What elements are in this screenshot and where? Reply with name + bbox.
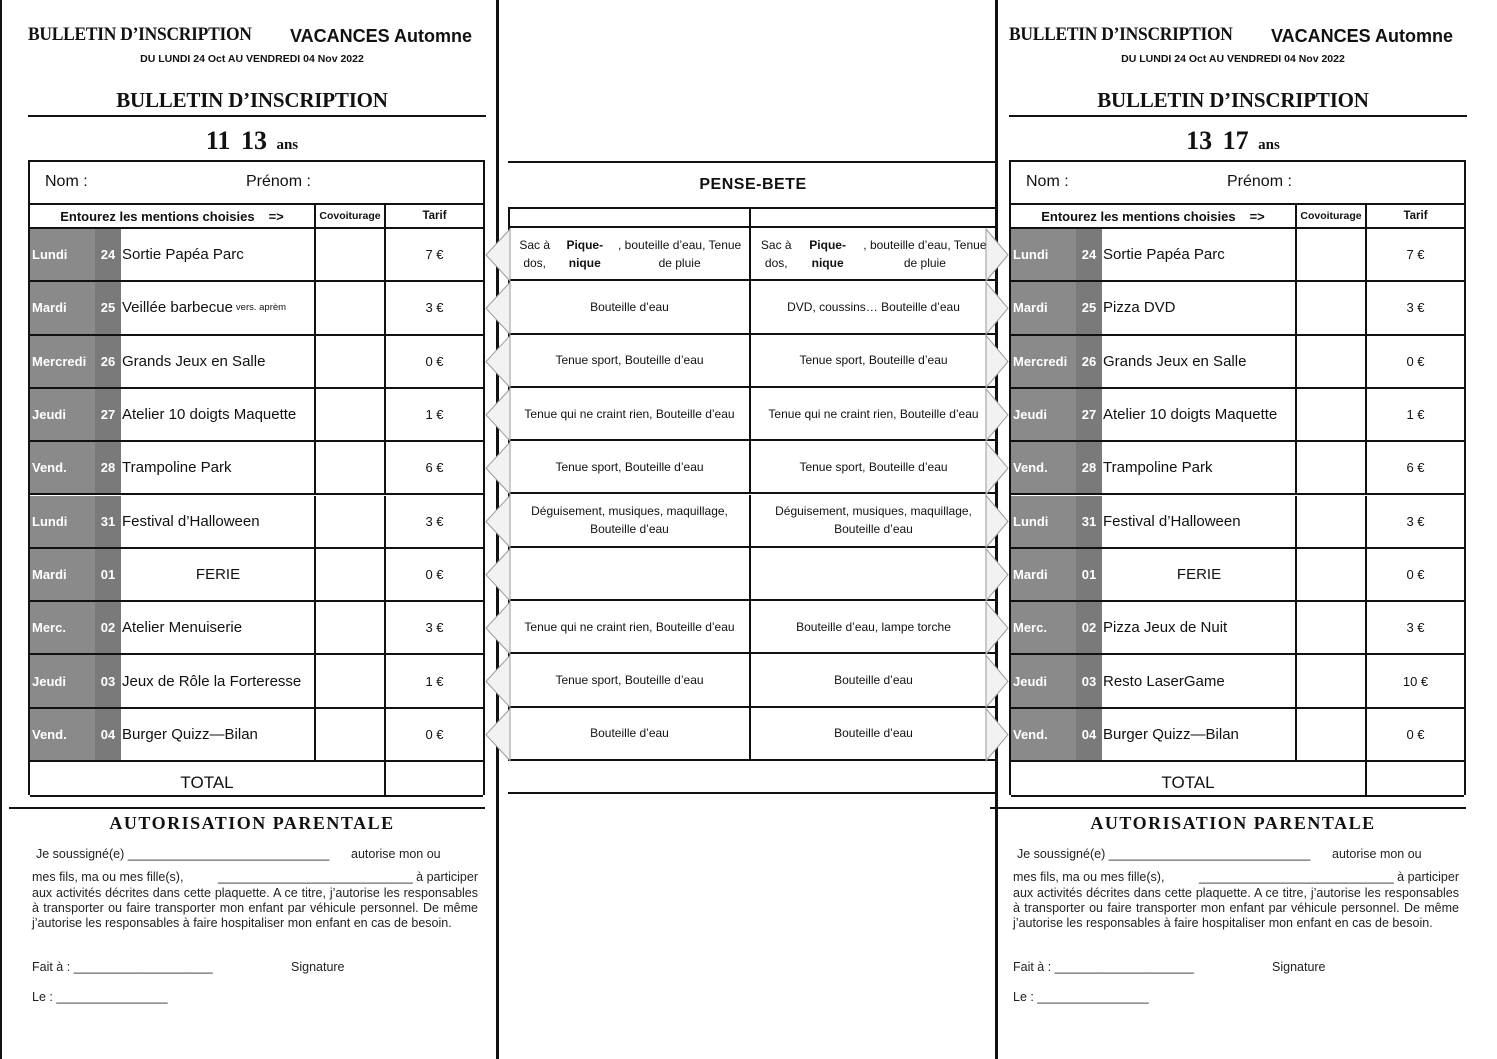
covoiturage-cell[interactable] [1295, 282, 1365, 333]
day-number: 03 [1076, 655, 1102, 706]
tarif-cell: 3 € [384, 496, 483, 547]
day-number: 26 [95, 336, 121, 387]
pense-item-right: Déguisement, musiques, maquillage, Bouteille d’eau [749, 495, 996, 546]
activity-row[interactable] [1011, 229, 1464, 282]
activity-row[interactable] [1011, 496, 1464, 549]
bulletin-title: BULLETIN D’INSCRIPTION [1097, 88, 1369, 112]
age-max: 17 [1222, 126, 1249, 155]
covoiturage-cell[interactable] [314, 496, 384, 547]
activity-row[interactable] [1011, 709, 1464, 762]
day-number: 28 [95, 442, 121, 493]
activity-name[interactable] [1102, 549, 1295, 600]
activity-label: Trampoline Park [1103, 459, 1213, 477]
activity-name[interactable] [1102, 655, 1295, 706]
activity-row[interactable] [30, 655, 483, 708]
activity-name[interactable] [121, 549, 314, 600]
tarif-cell: 3 € [1365, 602, 1464, 653]
entourez-text: Entourez les mentions choisies [1041, 208, 1236, 224]
activity-row[interactable] [30, 549, 483, 602]
activity-name[interactable] [121, 709, 314, 760]
auth-line-1 [1017, 847, 1467, 862]
auth-top-line [990, 807, 1466, 809]
pense-item-right: Bouteille d’eau, lampe torche [749, 601, 996, 652]
vacances-label: VACANCES Automne [290, 26, 473, 46]
day-number: 27 [95, 389, 121, 440]
day-number: 25 [1076, 282, 1102, 333]
activity-row[interactable] [1011, 282, 1464, 335]
covoiturage-cell[interactable] [314, 549, 384, 600]
bulletin-header: BULLETIN D’INSCRIPTION [1009, 24, 1233, 45]
covoiturage-cell[interactable] [314, 442, 384, 493]
activity-name[interactable] [1102, 496, 1295, 547]
day-label: Mercredi [30, 336, 95, 387]
activity-name[interactable] [121, 389, 314, 440]
covoiturage-cell[interactable] [1295, 336, 1365, 387]
inscription-table [1009, 160, 1466, 795]
autorise-text: autorise mon ou [1332, 847, 1422, 861]
activity-label: Burger Quizz—Bilan [122, 725, 258, 743]
day-number: 24 [95, 229, 121, 280]
day-number: 02 [95, 602, 121, 653]
covoiturage-cell[interactable] [1295, 709, 1365, 760]
name-row [30, 162, 483, 205]
pense-header-row [510, 209, 996, 228]
activity-row[interactable] [1011, 442, 1464, 495]
auth-top-line [9, 807, 485, 809]
tarif-cell: 3 € [1365, 282, 1464, 333]
pense-row [510, 495, 996, 548]
activity-row[interactable] [1011, 336, 1464, 389]
covoiturage-cell[interactable] [314, 336, 384, 387]
pense-item-right [749, 548, 996, 599]
pense-bete [508, 0, 998, 1059]
entourez-label [30, 205, 314, 227]
activity-row[interactable] [1011, 389, 1464, 442]
pense-item-left: Bouteille d’eau [590, 726, 669, 741]
total-label: TOTAL [1161, 772, 1215, 792]
activity-row[interactable] [1011, 602, 1464, 655]
entourez-arrow: => [268, 208, 284, 224]
pense-item-left [510, 548, 749, 599]
total-row [1011, 762, 1464, 797]
covoiturage-header: Covoiturage [314, 205, 384, 227]
pense-row [510, 281, 996, 334]
activity-name[interactable] [121, 496, 314, 547]
activity-label: Sortie Papéa Parc [1103, 246, 1225, 264]
pense-item-left: Tenue qui ne craint rien, Bouteille d’eau [524, 619, 735, 634]
entourez-text: Entourez les mentions choisies [60, 208, 255, 224]
pense-row [510, 441, 996, 494]
activity-label: Sortie Papéa Parc [122, 246, 244, 264]
soussigne-field[interactable]: Je soussigné(e) _____________________________ [36, 847, 330, 861]
day-number: 28 [1076, 442, 1102, 493]
autorise-text: autorise mon ou [351, 847, 441, 861]
activity-label: Trampoline Park [122, 459, 232, 477]
covoiturage-cell[interactable] [1295, 229, 1365, 280]
activity-label: Grands Jeux en Salle [122, 352, 266, 370]
activity-label: Pizza DVD [1103, 299, 1176, 317]
pense-item-right: Tenue sport, Bouteille d’eau [749, 441, 996, 492]
day-label: Mardi [30, 282, 95, 333]
activity-name[interactable] [121, 282, 314, 333]
total-row [30, 762, 483, 797]
age-min: 11 [205, 126, 231, 155]
activity-row[interactable] [1011, 655, 1464, 708]
total-value[interactable] [384, 762, 483, 795]
pense-item-right: DVD, coussins… Bouteille d’eau [749, 281, 996, 332]
pense-col-left [510, 209, 749, 226]
day-number: 25 [95, 282, 121, 333]
day-number: 24 [1076, 229, 1102, 280]
pense-item-left: Bouteille d’eau [590, 299, 669, 314]
soussigne-field[interactable]: Je soussigné(e) _____________________________ [1017, 847, 1311, 861]
signature-label: Signature [291, 960, 345, 974]
age-min: 13 [1186, 126, 1213, 155]
activity-name[interactable] [1102, 229, 1295, 280]
activity-label: Atelier 10 doigts Maquette [1103, 406, 1278, 424]
tarif-cell: 1 € [1365, 389, 1464, 440]
divider-center-left [496, 0, 499, 1059]
covoiturage-cell[interactable] [314, 602, 384, 653]
tarif-cell: 3 € [384, 282, 483, 333]
activity-label: Jeux de Rôle la Forteresse [122, 672, 302, 690]
covoiturage-cell[interactable] [1295, 655, 1365, 706]
day-number: 31 [1076, 496, 1102, 547]
age-unit: ans [276, 137, 299, 153]
pense-item-right: Bouteille d’eau [749, 654, 996, 705]
covoiturage-header: Covoiturage [1295, 205, 1365, 227]
covoiturage-cell[interactable] [1295, 389, 1365, 440]
activity-name[interactable] [1102, 442, 1295, 493]
table-header [1011, 205, 1464, 229]
day-number: 03 [95, 655, 121, 706]
day-label: Lundi [30, 496, 95, 547]
tarif-cell: 6 € [384, 442, 483, 493]
prenom-field[interactable]: Prénom : [1227, 173, 1292, 190]
pense-item-right: Tenue sport, Bouteille d’eau [749, 335, 996, 386]
activity-label: FERIE [1176, 565, 1222, 583]
pense-row [510, 335, 996, 388]
covoiturage-cell[interactable] [1295, 602, 1365, 653]
inscription-table [28, 160, 485, 795]
tarif-cell: 3 € [384, 602, 483, 653]
activity-label: FERIE [195, 565, 241, 583]
covoiturage-cell[interactable] [1295, 442, 1365, 493]
signature-label: Signature [1272, 960, 1326, 974]
pense-row [510, 388, 996, 441]
activity-row[interactable] [30, 496, 483, 549]
enfants-text: mes fils, ma ou mes fille(s), [1013, 870, 1165, 884]
tarif-header: Tarif [1365, 205, 1464, 227]
age-range [990, 126, 1476, 156]
covoiturage-cell[interactable] [314, 282, 384, 333]
age-unit: ans [1258, 137, 1280, 153]
dates-label: DU LUNDI 24 Oct AU VENDREDI 04 Nov 2022 [1121, 53, 1345, 65]
auth-paragraph: aux activités décrites dans cette plaquette. A ce titre, j’autorise les responsables à transporter ou faire transporter mon enfant par véhicule personnel. De même j’autorise les responsables à faire hospitaliser mon enfant en cas de besoin. [32, 886, 478, 930]
pense-item-left: Tenue sport, Bouteille d’eau [555, 353, 704, 368]
covoiturage-cell[interactable] [1295, 549, 1365, 600]
activity-row[interactable] [30, 389, 483, 442]
day-number: 04 [95, 709, 121, 760]
day-number: 04 [1076, 709, 1102, 760]
day-label: Lundi [1011, 496, 1076, 547]
day-label: Jeudi [30, 655, 95, 706]
day-number: 02 [1076, 602, 1102, 653]
activity-row[interactable] [1011, 549, 1464, 602]
covoiturage-cell[interactable] [314, 229, 384, 280]
day-label: Lundi [1011, 229, 1076, 280]
activity-name[interactable] [1102, 336, 1295, 387]
activity-label: Festival d’Halloween [1103, 512, 1241, 530]
pense-item-left: Tenue sport, Bouteille d’eau [555, 459, 704, 474]
auth-line-2 [1013, 870, 1459, 885]
name-row [1011, 162, 1464, 205]
activity-name[interactable] [121, 336, 314, 387]
participer-text: à participer [416, 870, 478, 884]
pense-row [510, 708, 996, 761]
day-label: Vend. [1011, 442, 1076, 493]
pense-top-line [508, 161, 998, 163]
tarif-cell: 0 € [384, 709, 483, 760]
activity-name[interactable] [1102, 389, 1295, 440]
day-number: 01 [95, 549, 121, 600]
activity-name[interactable] [1102, 282, 1295, 333]
pense-row [510, 548, 996, 601]
pense-row [510, 654, 996, 707]
age-range [9, 126, 495, 156]
tarif-cell: 3 € [1365, 496, 1464, 547]
autorisation-title: AUTORISATION PARENTALE [1090, 813, 1376, 833]
inscription-panel-11-13 [9, 0, 495, 1059]
enfant-name-field[interactable]: ____________________________ [218, 870, 413, 884]
day-label: Mardi [1011, 282, 1076, 333]
activity-row[interactable] [30, 336, 483, 389]
pense-row [510, 601, 996, 654]
day-label: Lundi [30, 229, 95, 280]
tarif-cell: 6 € [1365, 442, 1464, 493]
activity-name[interactable] [1102, 602, 1295, 653]
auth-line-2 [32, 870, 478, 885]
pense-col-right [749, 209, 996, 226]
pense-item-right: Sac à dos, Pique-nique , bouteille d’eau, Tenue de pluie [749, 228, 996, 279]
covoiturage-cell[interactable] [1295, 496, 1365, 547]
prenom-field[interactable]: Prénom : [246, 173, 311, 190]
day-number: 27 [1076, 389, 1102, 440]
day-label: Mercredi [1011, 336, 1076, 387]
activity-name[interactable] [121, 442, 314, 493]
day-label: Merc. [1011, 602, 1076, 653]
total-value[interactable] [1365, 762, 1464, 795]
activity-name[interactable] [1102, 709, 1295, 760]
auth-line-1 [36, 847, 486, 862]
activity-row[interactable] [30, 229, 483, 282]
tarif-cell: 7 € [384, 229, 483, 280]
activity-label: Grands Jeux en Salle [1103, 352, 1247, 370]
tarif-cell: 1 € [384, 655, 483, 706]
title-underline [28, 115, 486, 117]
covoiturage-cell[interactable] [314, 709, 384, 760]
tarif-header: Tarif [384, 205, 483, 227]
day-label: Vend. [30, 709, 95, 760]
activity-row[interactable] [30, 709, 483, 762]
entourez-arrow: => [1249, 208, 1265, 224]
bulletin-header: BULLETIN D’INSCRIPTION [28, 24, 252, 45]
vacances-label: VACANCES Automne [1271, 26, 1454, 46]
activity-label: Resto LaserGame [1103, 672, 1225, 690]
auth-paragraph: aux activités décrites dans cette plaquette. A ce titre, j’autorise les responsables à transporter ou faire transporter mon enfant par véhicule personnel. De même j’autorise les responsables à faire hospitaliser mon enfant en cas de besoin. [1013, 886, 1459, 930]
tarif-cell: 0 € [384, 549, 483, 600]
day-number: 31 [95, 496, 121, 547]
activity-name[interactable] [121, 602, 314, 653]
age-max: 13 [240, 126, 267, 155]
le-field[interactable]: Le : ________________ [32, 990, 168, 1004]
nom-field[interactable]: Nom : [1026, 173, 1069, 190]
pense-bete-title: PENSE-BETE [699, 176, 807, 193]
day-label: Mardi [30, 549, 95, 600]
tarif-cell: 0 € [1365, 549, 1464, 600]
pense-row [510, 228, 996, 281]
day-label: Jeudi [1011, 655, 1076, 706]
table-header [30, 205, 483, 229]
fait-a-field[interactable]: Fait à : ____________________ [32, 960, 213, 974]
pense-item-left: Sac à dos, Pique-nique , bouteille d’eau, Tenue de pluie [519, 237, 742, 270]
tarif-cell: 0 € [1365, 336, 1464, 387]
total-label: TOTAL [180, 772, 234, 792]
pense-item-right: Bouteille d’eau [749, 708, 996, 759]
pense-bete-table [508, 207, 998, 761]
bulletin-title: BULLETIN D’INSCRIPTION [116, 88, 388, 112]
enfants-text: mes fils, ma ou mes fille(s), [32, 870, 184, 884]
activity-label: Burger Quizz—Bilan [1103, 725, 1239, 743]
activity-row[interactable] [30, 442, 483, 495]
activity-row[interactable] [30, 602, 483, 655]
day-label: Merc. [30, 602, 95, 653]
le-field[interactable]: Le : ________________ [1013, 990, 1149, 1004]
day-label: Vend. [30, 442, 95, 493]
tarif-cell: 0 € [1365, 709, 1464, 760]
activity-name[interactable] [121, 655, 314, 706]
activity-name[interactable] [121, 229, 314, 280]
dates-label: DU LUNDI 24 Oct AU VENDREDI 04 Nov 2022 [140, 53, 364, 65]
day-label: Vend. [1011, 709, 1076, 760]
nom-field[interactable]: Nom : [45, 173, 88, 190]
covoiturage-cell[interactable] [314, 655, 384, 706]
activity-note: vers. aprèm [235, 302, 287, 314]
day-label: Mardi [1011, 549, 1076, 600]
activity-label: Veillée barbecue [122, 299, 233, 317]
inscription-panel-13-17 [990, 0, 1476, 1059]
title-underline [1009, 115, 1467, 117]
day-number: 26 [1076, 336, 1102, 387]
tarif-cell: 10 € [1365, 655, 1464, 706]
activity-row[interactable] [30, 282, 483, 335]
day-label: Jeudi [30, 389, 95, 440]
pense-item-right: Tenue qui ne craint rien, Bouteille d’eau [749, 388, 996, 439]
activity-label: Pizza Jeux de Nuit [1103, 619, 1228, 637]
fait-a-field[interactable]: Fait à : ____________________ [1013, 960, 1194, 974]
enfant-name-field[interactable]: ____________________________ [1199, 870, 1394, 884]
entourez-label [1011, 205, 1295, 227]
activity-label: Atelier Menuiserie [122, 619, 243, 637]
pense-item-left: Tenue qui ne craint rien, Bouteille d’eau [524, 406, 735, 421]
day-label: Jeudi [1011, 389, 1076, 440]
pense-bottom-line [508, 792, 998, 794]
autorisation-title: AUTORISATION PARENTALE [109, 813, 395, 833]
tarif-cell: 7 € [1365, 229, 1464, 280]
day-number: 01 [1076, 549, 1102, 600]
activity-label: Atelier 10 doigts Maquette [122, 406, 297, 424]
tarif-cell: 1 € [384, 389, 483, 440]
activity-label: Festival d’Halloween [122, 512, 260, 530]
tarif-cell: 0 € [384, 336, 483, 387]
covoiturage-cell[interactable] [314, 389, 384, 440]
pense-item-left: Déguisement, musiques, maquillage, Bouteille d’eau [531, 504, 728, 537]
participer-text: à participer [1397, 870, 1459, 884]
divider-left [0, 0, 2, 1059]
pense-item-left: Tenue sport, Bouteille d’eau [555, 673, 704, 688]
